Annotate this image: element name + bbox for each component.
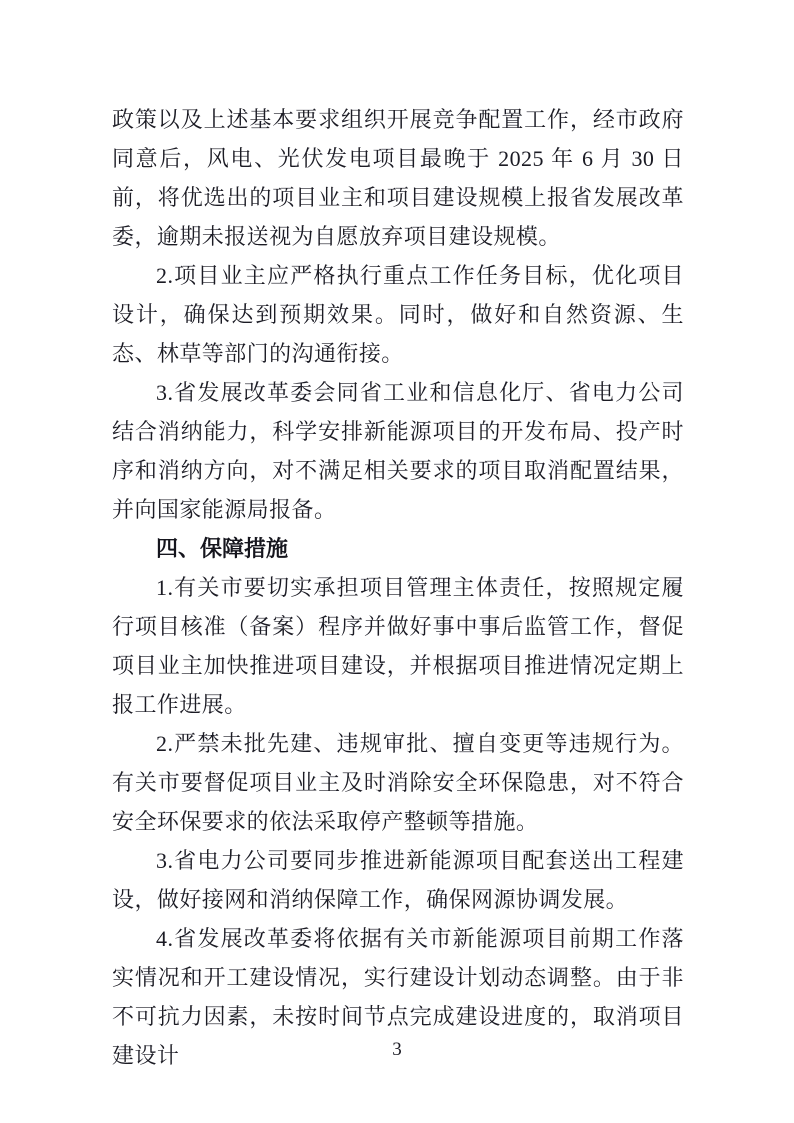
paragraph-measure-2: 2.严禁未批先建、违规审批、擅自变更等违规行为。有关市要督促项目业主及时消除安全环保隐患，对不符合安全环保要求的依法采取停产整顿等措施。 xyxy=(112,731,684,834)
paragraph-item-2: 2.项目业主应严格执行重点工作任务目标，优化项目设计，确保达到预期效果。同时，做好和自然资源、生态、林草等部门的沟通衔接。 xyxy=(112,263,684,366)
paragraph-measure-4-truncated: 4.省发展改革委将依据有关市新能源项目前期工作落实情况和开工建设情况，实行建设计划动态调整。由于非不可抗力因素，未按时间节点完成建设进度的，取消项目建设计 xyxy=(112,926,684,1068)
section-heading-safeguard-measures: 四、保障措施 xyxy=(156,536,289,561)
paragraph-continuation: 政策以及上述基本要求组织开展竞争配置工作，经市政府同意后，风电、光伏发电项目最晚于 2025 年 6 月 30 日前，将优选出的项目业主和项目建设规模上报省发展改革委，逾期未报送视为自愿放弃项目建设规模。 xyxy=(112,107,684,249)
paragraph-item-3: 3.省发展改革委会同省工业和信息化厅、省电力公司结合消纳能力，科学安排新能源项目的开发布局、投产时序和消纳方向，对不满足相关要求的项目取消配置结果，并向国家能源局报备。 xyxy=(112,380,684,522)
page-number: 3 xyxy=(392,1039,402,1060)
page-text-block xyxy=(112,100,684,1075)
paragraph-measure-1: 1.有关市要切实承担项目管理主体责任，按照规定履行项目核准（备案）程序并做好事中事后监管工作，督促项目业主加快推进项目建设，并根据项目推进情况定期上报工作进展。 xyxy=(112,575,684,717)
paragraph-measure-3: 3.省电力公司要同步推进新能源项目配套送出工程建设，做好接网和消纳保障工作，确保网源协调发展。 xyxy=(112,848,684,912)
